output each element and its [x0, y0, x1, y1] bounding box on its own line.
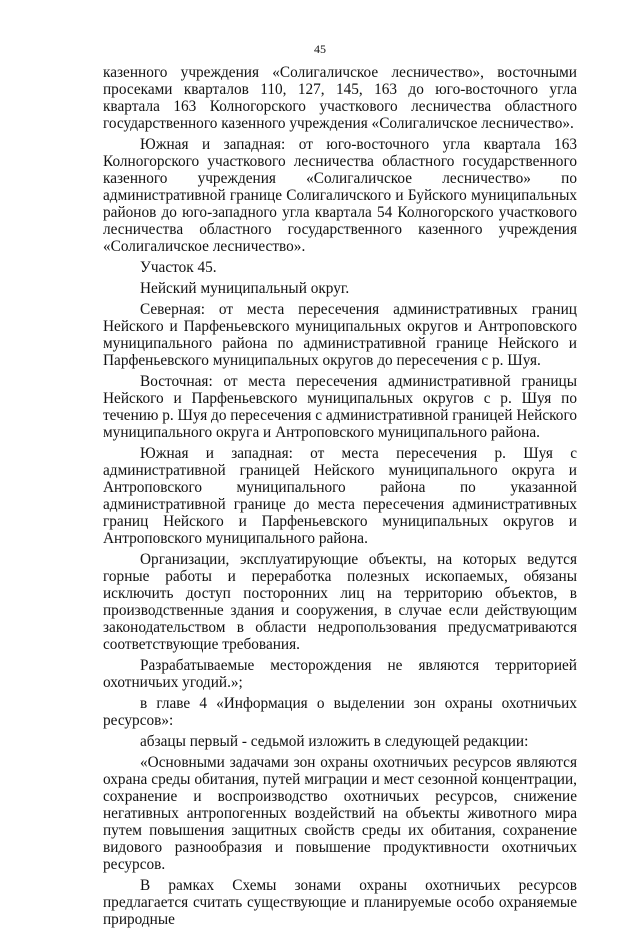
paragraph-10: в главе 4 «Информация о выделении зон охраны охотничьих ресурсов»: — [103, 695, 577, 729]
paragraph-2: Южная и западная: от юго-восточного угла квартала 163 Колногорского участкового лесничества областного государственного казенного учреждения «Солигаличское лесничество» по административной границе Солигаличского и Буйского муниципальных районов до юго-западного угла квартала 54 Колногорского участкового лесничества областного государственного казенного учреждения «Солигаличское лесничество». — [103, 136, 577, 255]
paragraph-11: абзацы первый - седьмой изложить в следующей редакции: — [140, 733, 529, 750]
paragraph-12: «Основными задачами зон охраны охотничьих ресурсов являются охрана среды обитания, путей миграции и мест сезонной концентрации, сохранение и воспроизводство охотничьих ресурсов, снижение негативных антропогенных воздействий на объекты животного мира путем повышения защитных свойств среды их обитания, сохранение видового разнообразия и повышение продуктивности охотничьих ресурсов. — [103, 754, 577, 873]
paragraph-4: Нейский муниципальный округ. — [140, 280, 350, 297]
paragraph-8: Организации, эксплуатирующие объекты, на которых ведутся горные работы и переработка полезных ископаемых, обязаны исключить доступ посторонних лиц на территорию объектов, в производственные здания и сооружения, в случае если действующим законодательством в области недропользования предусматриваются соответствующие требования. — [103, 551, 577, 653]
paragraph-1: казенного учреждения «Солигаличское лесничество», восточными просеками кварталов 110, 127, 145, 163 до юго-восточного угла квартала 163 Колногорского участкового лесничества областного государственного казенного учреждения «Солигаличское лесничество». — [103, 64, 577, 132]
paragraph-6: Восточная: от места пересечения административной границы Нейского и Парфеньевского муниципальных округов с р. Шуя по течению р. Шуя до пересечения с административной границей Нейского муниципального округа и Антроповского муниципального района. — [103, 373, 578, 441]
page-number: 45 — [314, 42, 326, 56]
paragraph-7: Южная и западная: от места пересечения р. Шуя с административной границей Нейского муниципального округа и Антроповского муниципального района по указанной административной границе до места пересечения административных границ Нейского и Парфеньевского муниципальных округов и Антроповского муниципального района. — [103, 445, 577, 547]
paragraph-3: Участок 45. — [140, 259, 217, 276]
paragraph-9: Разрабатываемые месторождения не являются территорией охотничьих угодий.»; — [103, 657, 577, 691]
document-body — [103, 64, 577, 928]
paragraph-13: В рамках Схемы зонами охраны охотничьих ресурсов предлагается считать существующие и планируемые особо охраняемые природные — [103, 877, 577, 928]
paragraph-5: Северная: от места пересечения административных границ Нейского и Парфеньевского муниципальных округов и Антроповского муниципального района по административной границе Нейского и Парфеньевского муниципальных округов до пересечения с р. Шуя. — [103, 301, 577, 369]
